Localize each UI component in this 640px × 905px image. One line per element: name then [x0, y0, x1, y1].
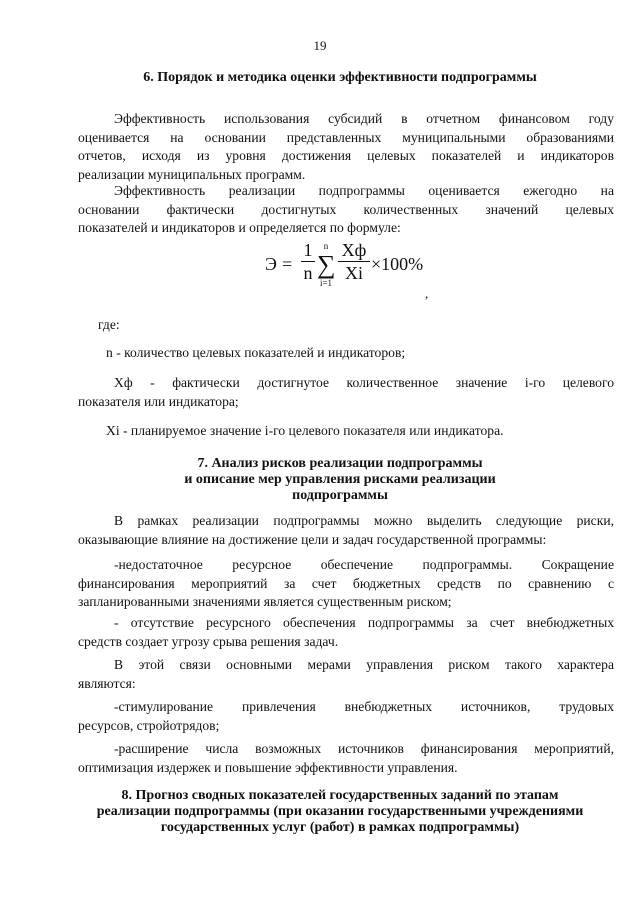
text-line: В этой связи основными мерами управления риском такого характера [114, 657, 614, 672]
text-line: Эффективность использования субсидий в отчетном финансовом году [114, 111, 614, 126]
text-line: -расширение числа возможных источников финансирования мероприятий, [114, 741, 614, 756]
text-line: финансирования мероприятий за счет бюджетных средств по сравнению с [78, 575, 614, 591]
section-7-paragraph-measures [78, 656, 614, 693]
text-line: -недостаточное ресурсное обеспечение подпрограммы. Сокращение [114, 557, 614, 572]
title-line: государственных услуг (работ) в рамках подпрограммы) [160, 820, 520, 835]
section-7-paragraph-1 [78, 512, 614, 549]
text-line: отчетов, исходя из уровня достижения целевых показателей и индикаторов [78, 148, 614, 163]
sum-symbol: ∑ [317, 250, 336, 279]
text-line: В рамках реализации подпрограммы можно выделить следующие риски, [114, 513, 614, 528]
title-line: реализации подпрограммы (при оказании государственными учреждениями [96, 804, 584, 819]
text-line: - отсутствие ресурсного обеспечения подпрограммы за счет внебюджетных [114, 615, 614, 630]
definition-xi [78, 422, 614, 441]
formula-tail: ×100% [371, 254, 424, 274]
text-line: основании фактически достигнутых количественных значений целевых [78, 201, 614, 217]
sum-lower-limit: i=1 [319, 278, 333, 288]
definition-xf [78, 374, 614, 411]
section-6-title: 6. Порядок и методика оценки эффективности подпрограммы [143, 70, 537, 85]
text-line: где: [98, 317, 120, 332]
definition-n [78, 344, 614, 363]
text-line: Хi - планируемое значение i-го целевого показателя или индикатора. [106, 423, 504, 438]
text-line: Хф - фактически достигнутое количественное значение i-го целевого [114, 375, 614, 390]
title-line: подпрограммы [292, 488, 388, 503]
text-line: показателей и индикаторов и определяется по формуле: [78, 220, 401, 235]
text-line: оценивается на основании представленных муниципальными образованиями [78, 129, 614, 145]
risk-item-2 [78, 614, 614, 651]
section-6-paragraph-1 [78, 110, 614, 184]
measure-item-1 [78, 698, 614, 735]
risk-item-1 [78, 556, 614, 612]
page-number: 19 [313, 38, 327, 53]
formula-sum [317, 242, 335, 288]
text-line: оптимизация издержек и повышение эффективности управления. [78, 759, 458, 775]
text-line: показателя или индикатора; [78, 393, 239, 409]
text-line: n - количество целевых показателей и индикаторов; [106, 345, 406, 360]
sum-upper-limit: n [323, 241, 329, 251]
measure-item-2 [78, 740, 614, 777]
text-line: являются: [78, 675, 136, 691]
formula-equals: = [282, 254, 293, 274]
text-line: средств создает угрозу срыва решения задач. [78, 633, 339, 649]
formula-lhs: Э [265, 254, 277, 274]
formula-fraction-2 [338, 240, 370, 283]
title-line: 8. Прогноз сводных показателей государственных заданий по этапам [121, 788, 559, 803]
formula-comma: , [425, 286, 429, 301]
fraction-denominator: Хi [345, 263, 363, 283]
fraction-numerator: 1 [303, 240, 313, 260]
text-line: ресурсов, стройотрядов; [78, 717, 220, 733]
text-line: Эффективность реализации подпрограммы оценивается ежегодно на [114, 183, 614, 198]
text-line: запланированными значениями является существенным риском; [78, 594, 452, 609]
formula-fraction-1 [301, 240, 315, 283]
title-line: и описание мер управления рисками реализации [184, 472, 496, 487]
section-7-title [70, 456, 610, 504]
title-line: 7. Анализ рисков реализации подпрограммы [197, 456, 483, 471]
fraction-denominator: n [303, 263, 313, 283]
fraction-numerator: Хф [341, 240, 367, 260]
efficiency-formula [265, 240, 445, 298]
section-8-title [60, 788, 620, 836]
fraction-bar [338, 261, 370, 262]
text-line: -стимулирование привлечения внебюджетных источников, трудовых [114, 699, 614, 714]
section-6-paragraph-2 [78, 182, 614, 238]
text-line: оказывающие влияние на достижение цели и задач государственной программы: [78, 531, 547, 547]
where-label [78, 316, 614, 335]
text-line: реализации муниципальных программ. [78, 166, 306, 182]
fraction-bar [301, 261, 315, 262]
